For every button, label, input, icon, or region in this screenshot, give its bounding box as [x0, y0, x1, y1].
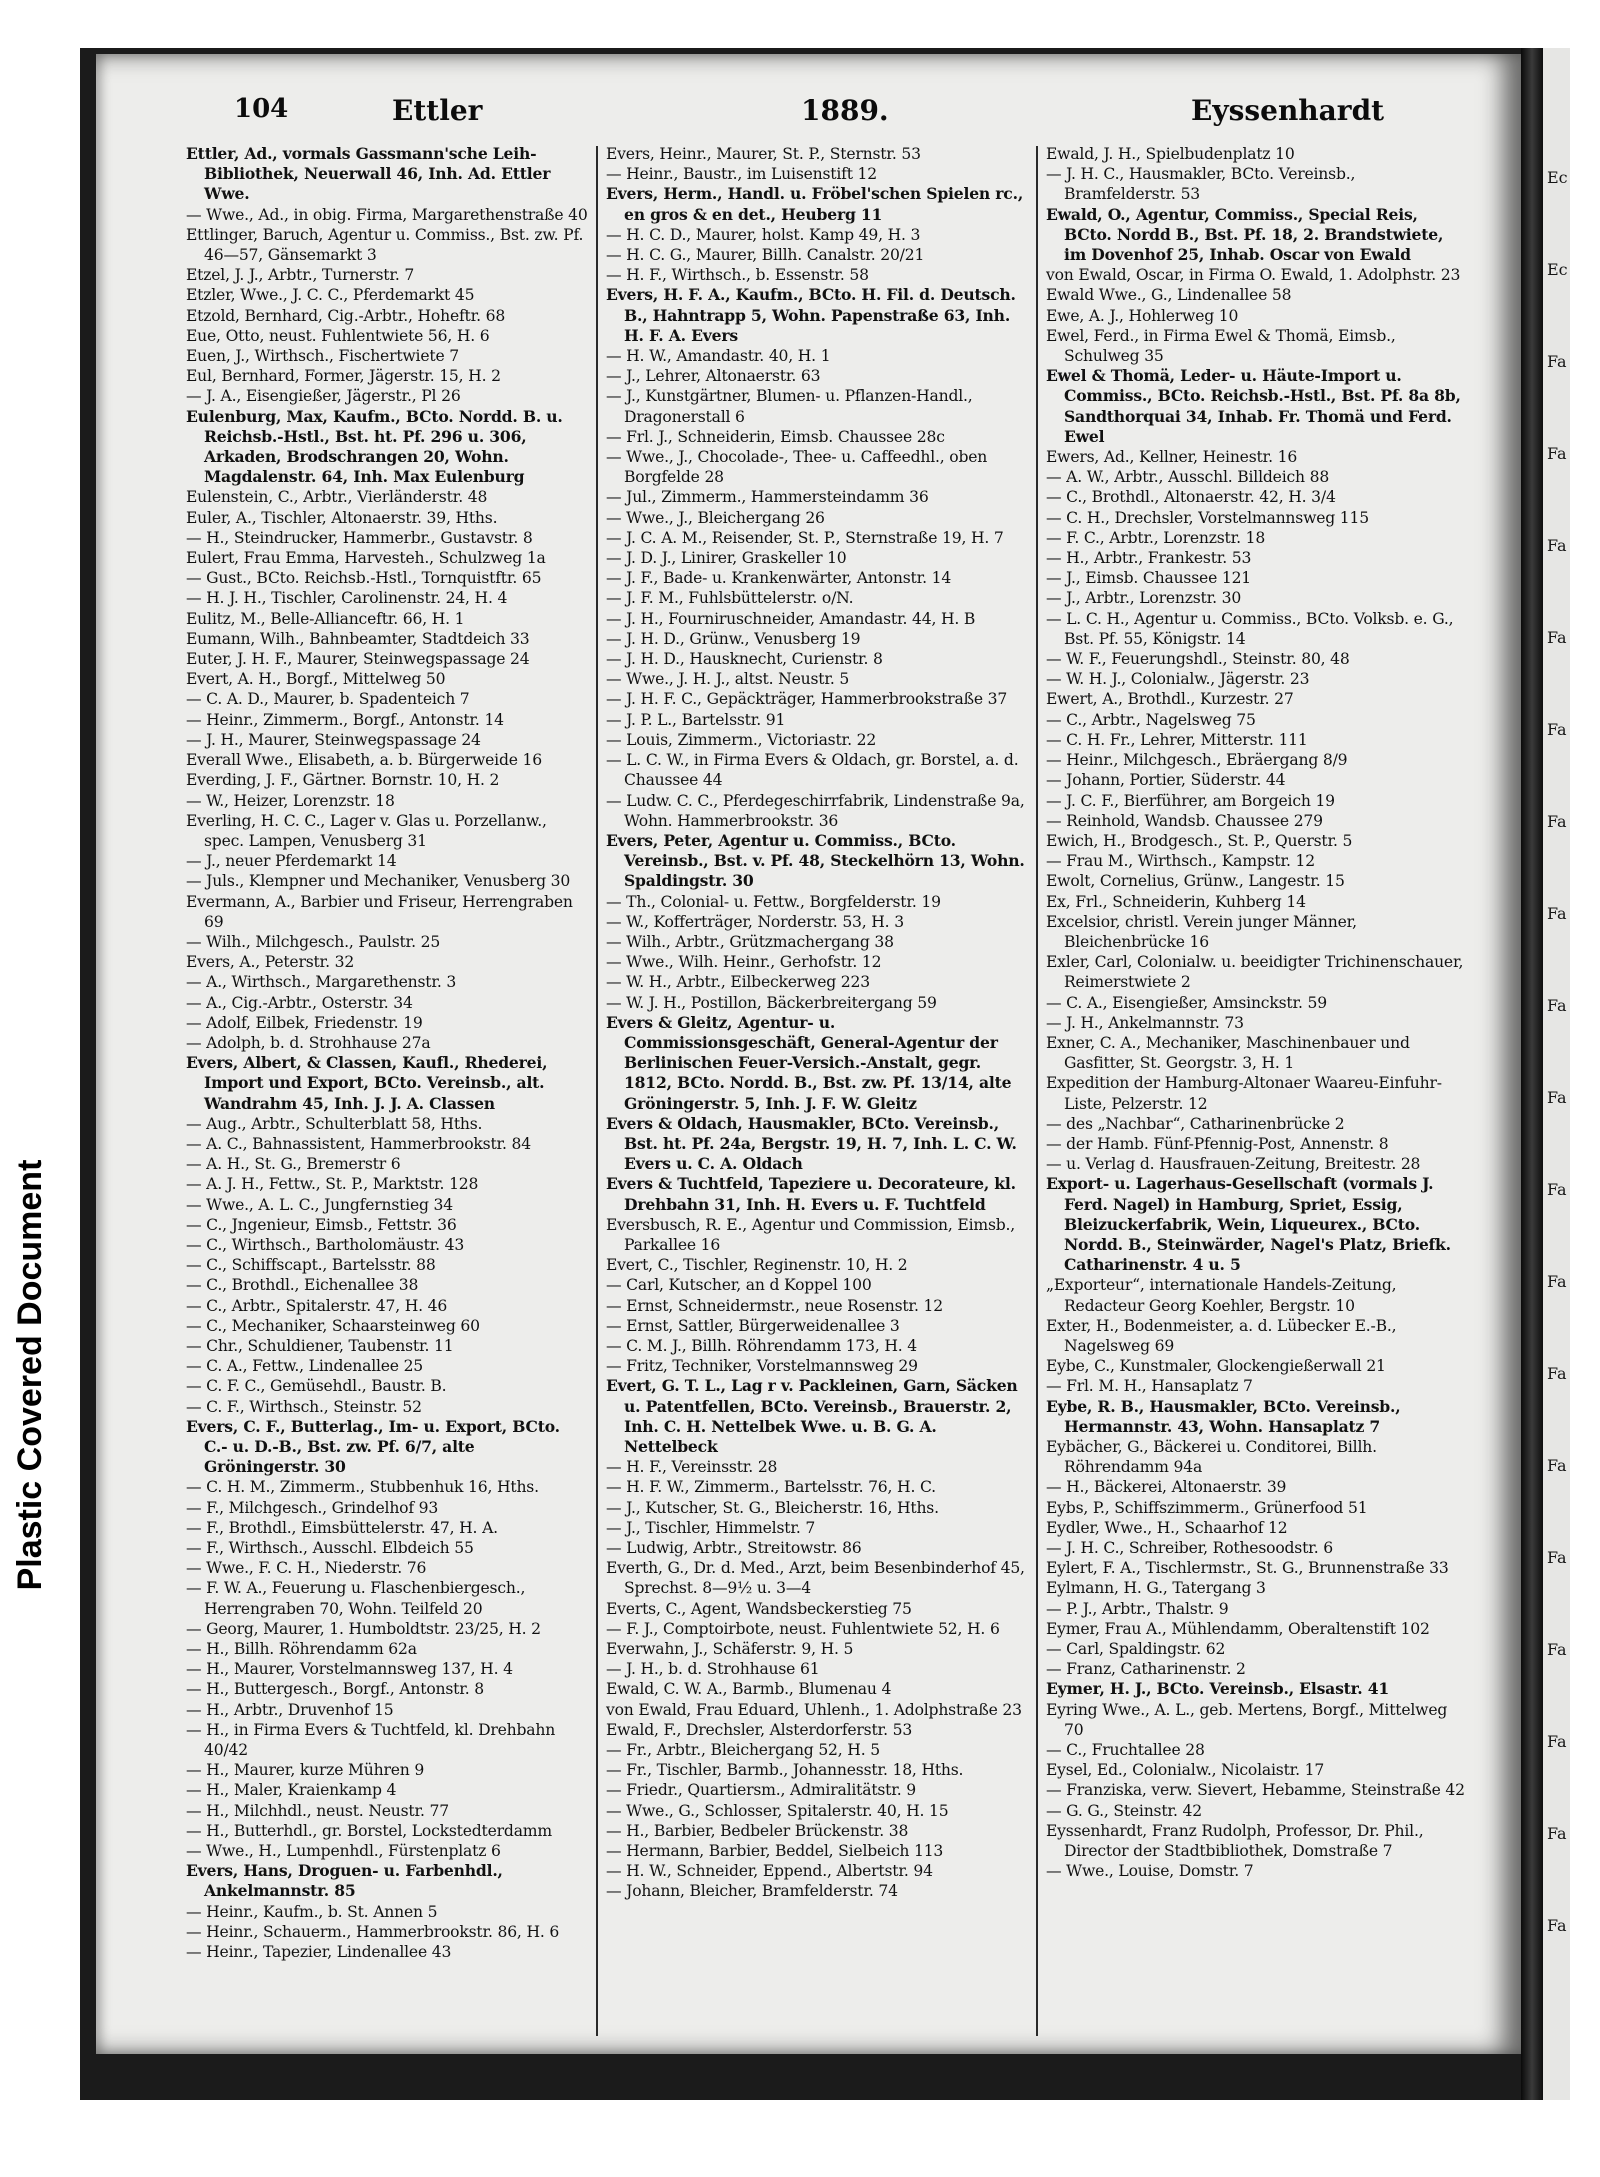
directory-entry: — Wwe., F. C. H., Niederstr. 76 [186, 1559, 427, 1578]
directory-entry: — H., in Firma Evers & Tuchtfeld, kl. Drehbahn 40/42 [186, 1720, 560, 1760]
directory-entry: Ewe, A. J., Hohlerweg 10 [1046, 306, 1239, 325]
directory-entry: Export- u. Lagerhaus-Gesellschaft (vormals J. Ferd. Nagel) in Hamburg, Spriet, Essig, Bleizuckerfabrik, Wein, Liqueurex., BCto. Nordd. B., Steinwärder, Nagel's Platz, Briefk. Catharinenstr. 4 u. 5 [1046, 1174, 1457, 1275]
directory-entry: — C., Mechaniker, Schaarsteinweg 60 [186, 1316, 480, 1335]
directory-entry: — J. C. A. M., Reisender, St. P., Sternstraße 19, H. 7 [606, 528, 1004, 547]
header-year: 1889. [801, 94, 889, 127]
directory-entry: — H., Arbtr., Druvenhof 15 [186, 1700, 394, 1719]
directory-entry: — J., Arbtr., Lorenzstr. 30 [1046, 589, 1242, 608]
directory-entry: — C. A. D., Maurer, b. Spadenteich 7 [186, 690, 470, 709]
scanned-page-photo [80, 48, 1570, 2100]
directory-entry: Etzold, Bernhard, Cig.-Arbtr., Hoheftr. 68 [186, 306, 506, 325]
directory-entry: Euler, A., Tischler, Altonaerstr. 39, Hths. [186, 508, 498, 527]
directory-entry: — H. C. D., Maurer, holst. Kamp 49, H. 3 [606, 225, 921, 244]
directory-entry: — F. C., Arbtr., Lorenzstr. 18 [1046, 528, 1266, 547]
directory-entry: — C. H. Fr., Lehrer, Mitterstr. 111 [1046, 730, 1308, 749]
directory-entry: — Reinhold, Wandsb. Chaussee 279 [1046, 811, 1323, 830]
directory-entry: Evers, Heinr., Maurer, St. P., Sternstr. 53 [606, 145, 921, 163]
directory-entry: — Heinr., Zimmerm., Borgf., Antonstr. 14 [186, 710, 504, 729]
directory-entry: — Ernst, Schneidermstr., neue Rosenstr. 12 [606, 1296, 943, 1315]
directory-entry: Eulert, Frau Emma, Harvesteh., Schulzweg 1a [186, 549, 546, 568]
directory-entry: — Chr., Schuldiener, Taubenstr. 11 [186, 1336, 454, 1355]
directory-entry: — Adolf, Eilbek, Friedenstr. 19 [186, 1013, 423, 1032]
header-right-keyword: Eyssenhardt [1191, 94, 1385, 127]
directory-entry: — Adolph, b. d. Strohhause 27a [186, 1033, 431, 1052]
directory-entry: von Ewald, Oscar, in Firma O. Ewald, 1. Adolphstr. 23 [1046, 266, 1461, 285]
column-divider [1036, 146, 1038, 2036]
directory-entry: Evert, G. T. L., Lag r v. Packleinen, Garn, Säcken u. Patentfellen, BCto. Vereinsb., Brauerstr. 2, Inh. C. H. Nettelbek Wwe. u. B. G. A. Nettelbeck [606, 1376, 1023, 1456]
directory-entry: — Heinr., Milchgesch., Ebräergang 8/9 [1046, 751, 1348, 770]
directory-entry: Everts, C., Agent, Wandsbeckerstieg 75 [606, 1599, 912, 1618]
directory-entry: — W. F., Feuerungshdl., Steinstr. 80, 48 [1046, 650, 1350, 669]
directory-entry: Exner, C. A., Mechaniker, Maschinenbauer und Gasfitter, St. Georgstr. 3, H. 1 [1046, 1033, 1415, 1073]
directory-entry: — J. F., Bade- u. Krankenwärter, Antonstr. 14 [606, 569, 952, 588]
directory-entry: Evers, Herm., Handl. u. Fröbel'schen Spielen rc., en gros & en det., Heuberg 11 [606, 184, 1029, 224]
header-left-keyword: Ettler [392, 94, 483, 127]
directory-entry: Ewald, F., Drechsler, Alsterdorferstr. 53 [606, 1720, 913, 1739]
directory-entry: — Hermann, Barbier, Beddel, Sielbeich 113 [606, 1842, 944, 1861]
next-page-fragment: Fa [1547, 812, 1567, 831]
directory-entry: — C. M. J., Billh. Röhrendamm 173, H. 4 [606, 1336, 918, 1355]
directory-entry: — L. C. H., Agentur u. Commiss., BCto. Volksb. e. G., Bst. Pf. 55, Königstr. 14 [1046, 609, 1459, 648]
directory-entry: Etzler, Wwe., J. C. C., Pferdemarkt 45 [186, 286, 475, 305]
directory-entry: — C. H. M., Zimmerm., Stubbenhuk 16, Hths. [186, 1478, 539, 1497]
directory-entry: Ewald, O., Agentur, Commiss., Special Reis, BCto. Nordd B., Bst. Pf. 18, 2. Brandstwiete, im Dovenhof 25, Inhab. Oscar von Ewald [1046, 204, 1449, 265]
directory-entry: — Frau M., Wirthsch., Kampstr. 12 [1046, 852, 1315, 871]
directory-entry: — W. H., Arbtr., Eilbeckerweg 223 [606, 973, 870, 992]
directory-entry: — C., Fruchtallee 28 [1046, 1741, 1205, 1760]
directory-entry: — Friedr., Quartiersm., Admiralitätstr. 9 [606, 1781, 917, 1800]
directory-entry: — F., Brothdl., Eimsbüttelerstr. 47, H. A. [186, 1518, 498, 1537]
directory-entry: — Aug., Arbtr., Schulterblatt 58, Hths. [186, 1114, 483, 1133]
directory-entry: Ex, Frl., Schneiderin, Kuhberg 14 [1046, 892, 1306, 911]
directory-entry: Eybe, R. B., Hausmakler, BCto. Vereinsb., Hermannstr. 43, Wohn. Hansaplatz 7 [1046, 1396, 1406, 1436]
directory-entry: Evers, C. F., Butterlag., Im- u. Export, BCto. C.- u. D.-B., Bst. zw. Pf. 6/7, alte Gröningerstr. 30 [186, 1416, 566, 1477]
directory-entry: — H., Billh. Röhrendamm 62a [186, 1640, 417, 1659]
directory-entry: — Johann, Portier, Süderstr. 44 [1046, 771, 1286, 790]
directory-entry: — A., Wirthsch., Margarethenstr. 3 [186, 973, 457, 992]
directory-entry: Evers & Gleitz, Agentur- u. Commissionsgeschäft, General-Agentur der Berlinischen Feuer-Versich.-Anstalt, gegr. 1812, BCto. Nordd. B., Bst. zw. Pf. 13/14, alte Gröningerstr. 5, Inh. J. F. W. Gleitz [606, 1012, 1017, 1113]
directory-column-1 [186, 144, 588, 1962]
next-page-fragment: Fa [1547, 628, 1567, 647]
directory-entry: Evers & Tuchtfeld, Tapeziere u. Decorateure, kl. Drehbahn 31, Inh. H. Evers u. F. Tuchtfeld [606, 1174, 1022, 1214]
directory-page [96, 54, 1521, 2054]
directory-entry: Everling, H. C. C., Lager v. Glas u. Porzellanw., spec. Lampen, Venusberg 31 [186, 811, 552, 850]
directory-entry: Eydler, Wwe., H., Schaarhof 12 [1046, 1518, 1288, 1537]
directory-entry: — J., neuer Pferdemarkt 14 [186, 852, 397, 871]
directory-entry: — H., Arbtr., Frankestr. 53 [1046, 549, 1252, 568]
directory-entry: — H., Bäckerei, Altonaerstr. 39 [1046, 1478, 1287, 1497]
directory-entry: — W. J. H., Postillon, Bäckerbreitergang 59 [606, 993, 937, 1012]
next-page-fragment: Fa [1547, 352, 1567, 371]
directory-entry: — Fritz, Techniker, Vorstelmannsweg 29 [606, 1357, 918, 1376]
directory-entry: Exter, H., Bodenmeister, a. d. Lübecker E.-B., Nagelsweg 69 [1046, 1316, 1402, 1355]
directory-entry: — J. H., Ankelmannstr. 73 [1046, 1013, 1244, 1032]
directory-entry: — Juls., Klempner und Mechaniker, Venusberg 30 [186, 872, 571, 891]
directory-entry: — H., Barbier, Bedbeler Brückenstr. 38 [606, 1821, 909, 1840]
directory-entry: Exler, Carl, Colonialw. u. beeidigter Trichinenschauer, Reimerstwiete 2 [1046, 953, 1469, 992]
next-page-fragment: Fa [1547, 1180, 1567, 1199]
directory-entry: — C., Brothdl., Altonaerstr. 42, H. 3/4 [1046, 488, 1336, 507]
directory-entry: — C., Brothdl., Eichenallee 38 [186, 1276, 419, 1295]
next-page-fragment: Fa [1547, 444, 1567, 463]
directory-entry: — J., Eimsb. Chaussee 121 [1046, 569, 1252, 588]
next-page-edge [1543, 48, 1570, 2100]
directory-entry: — J., Kunstgärtner, Blumen- u. Pflanzen-Handl., Dragonerstall 6 [606, 387, 978, 426]
directory-entry: — A., Cig.-Arbtr., Osterstr. 34 [186, 993, 413, 1012]
directory-entry: — C., Schiffscapt., Bartelsstr. 88 [186, 1256, 436, 1275]
directory-entry: Evers, A., Peterstr. 32 [186, 953, 355, 972]
directory-entry: — Fr., Arbtr., Bleichergang 52, H. 5 [606, 1741, 880, 1760]
directory-entry: — J. A., Eisengießer, Jägerstr., Pl 26 [186, 387, 461, 406]
directory-entry: — J. H. D., Hausknecht, Curienstr. 8 [606, 650, 883, 669]
directory-entry: Eyssenhardt, Franz Rudolph, Professor, Dr. Phil., Director der Stadtbibliothek, Domstraße 7 [1046, 1821, 1429, 1861]
directory-entry: — C. A., Eisengießer, Amsinckstr. 59 [1046, 993, 1327, 1012]
next-page-fragment: Fa [1547, 536, 1567, 555]
directory-entry: Ewald, C. W. A., Barmb., Blumenau 4 [606, 1680, 892, 1699]
directory-entry: — Wwe., G., Schlosser, Spitalerstr. 40, H. 15 [606, 1801, 949, 1820]
directory-entry: Everwahn, J., Schäferstr. 9, H. 5 [606, 1640, 854, 1659]
directory-entry: — Heinr., Baustr., im Luisenstift 12 [606, 165, 877, 184]
directory-entry: Eysel, Ed., Colonialw., Nicolaistr. 17 [1046, 1761, 1325, 1780]
directory-entry: — Wwe., J., Bleichergang 26 [606, 508, 825, 527]
directory-entry: Evert, A. H., Borgf., Mittelweg 50 [186, 670, 446, 689]
directory-entry: — F., Wirthsch., Ausschl. Elbdeich 55 [186, 1539, 474, 1558]
directory-entry: Eversbusch, R. E., Agentur und Commission, Eimsb., Parkallee 16 [606, 1215, 1020, 1254]
directory-entry: — J. C. F., Bierführer, am Borgeich 19 [1046, 791, 1335, 810]
directory-entry: — J., Lehrer, Altonaerstr. 63 [606, 367, 821, 386]
directory-entry: Eylmann, H. G., Tatergang 3 [1046, 1579, 1266, 1598]
directory-entry: — Georg, Maurer, 1. Humboldtstr. 23/25, H. 2 [186, 1619, 541, 1638]
directory-entry: — J. F. M., Fuhlsbüttelerstr. o/N. [606, 589, 854, 608]
directory-entry: Eybe, C., Kunstmaler, Glockengießerwall 21 [1046, 1357, 1386, 1376]
directory-entry: Evers, Peter, Agentur u. Commiss., BCto. Vereinsb., Bst. v. Pf. 48, Steckelhörn 13, Wohn. Spaldingstr. 30 [606, 830, 1030, 891]
directory-entry: Everall Wwe., Elisabeth, a. b. Bürgerweide 16 [186, 751, 542, 770]
directory-entry: — H., Buttergesch., Borgf., Antonstr. 8 [186, 1680, 485, 1699]
directory-entry: — F. W. A., Feuerung u. Flaschenbiergesch., Herrengraben 70, Wohn. Teilfeld 20 [186, 1579, 530, 1618]
directory-entry: — H., Butterhdl., gr. Borstel, Lockstedterdamm [186, 1821, 552, 1840]
directory-entry: — F. J., Comptoirbote, neust. Fuhlentwiete 52, H. 6 [606, 1619, 1000, 1638]
directory-entry: — H., Steindrucker, Hammerbr., Gustavstr. 8 [186, 528, 533, 547]
directory-entry: — Carl, Kutscher, an d Koppel 100 [606, 1276, 872, 1295]
directory-entry: — J. D. J., Linirer, Graskeller 10 [606, 549, 847, 568]
directory-entry: — Wwe., A. L. C., Jungfernstieg 34 [186, 1195, 453, 1214]
directory-entry: Eylert, F. A., Tischlermstr., St. G., Brunnenstraße 33 [1046, 1559, 1449, 1578]
directory-entry: — H. W., Schneider, Eppend., Albertstr. 94 [606, 1862, 933, 1881]
directory-entry: Ewich, H., Brodgesch., St. P., Querstr. 5 [1046, 831, 1353, 850]
directory-entry: Eue, Otto, neust. Fuhlentwiete 56, H. 6 [186, 326, 490, 345]
directory-entry: — H., Maurer, Vorstelmannsweg 137, H. 4 [186, 1660, 513, 1679]
directory-entry: Ewert, A., Brothdl., Kurzestr. 27 [1046, 690, 1294, 709]
directory-entry: — Th., Colonial- u. Fettw., Borgfelderstr. 19 [606, 892, 941, 911]
directory-entry: — J. H., Maurer, Steinwegspassage 24 [186, 730, 481, 749]
directory-entry: Evers, Albert, & Classen, Kaufl., Rhederei, Import und Export, BCto. Vereinsb., alt. Wandrahm 45, Inh. J. J. A. Classen [186, 1053, 553, 1113]
directory-entry: Eumann, Wilh., Bahnbeamter, Stadtdeich 33 [186, 629, 530, 648]
column-divider [596, 146, 598, 2036]
directory-entry: — J. H., Fourniruschneider, Amandastr. 44, H. B [606, 609, 976, 628]
directory-entry: Ewolt, Cornelius, Grünw., Langestr. 15 [1046, 872, 1345, 891]
directory-entry: Everth, G., Dr. d. Med., Arzt, beim Besenbinderhof 45, Sprechst. 8—9½ u. 3—4 [606, 1559, 1030, 1598]
directory-entry: — Louis, Zimmerm., Victoriastr. 22 [606, 730, 877, 749]
directory-entry: — C. A., Fettw., Lindenallee 25 [186, 1357, 424, 1376]
directory-entry: — J. H. C., Hausmakler, BCto. Vereinsb., Bramfelderstr. 53 [1046, 165, 1361, 204]
directory-entry: — H. C. G., Maurer, Billh. Canalstr. 20/21 [606, 246, 925, 265]
directory-entry: — H., Maurer, kurze Mühren 9 [186, 1761, 425, 1780]
directory-entry: Eybächer, G., Bäckerei u. Conditorei, Billh. Röhrendamm 94a [1046, 1438, 1382, 1477]
directory-entry: — Wwe., Ad., in obig. Firma, Margarethenstraße 40 [186, 205, 588, 224]
directory-entry: — C., Arbtr., Nagelsweg 75 [1046, 710, 1256, 729]
directory-entry: — Franziska, verw. Sievert, Hebamme, Steinstraße 42 [1046, 1781, 1465, 1800]
directory-entry: — der Hamb. Fünf-Pfennig-Post, Annenstr. 8 [1046, 1134, 1389, 1153]
directory-entry: — Ernst, Sattler, Bürgerweidenallee 3 [606, 1316, 900, 1335]
directory-entry: — F., Milchgesch., Grindelhof 93 [186, 1498, 439, 1517]
directory-entry: von Ewald, Frau Eduard, Uhlenh., 1. Adolphstraße 23 [606, 1700, 1022, 1719]
directory-entry: — Wilh., Milchgesch., Paulstr. 25 [186, 932, 441, 951]
directory-entry: — C. F. C., Gemüsehdl., Baustr. B. [186, 1377, 447, 1396]
directory-entry: Eulenburg, Max, Kaufm., BCto. Nordd. B. u. Reichsb.-Hstl., Bst. ht. Pf. 296 u. 306, Arkaden, Brodschrangen 20, Wohn. Magdalenstr. 64, Inh. Max Eulenburg [186, 406, 568, 487]
next-page-fragment: Fa [1547, 996, 1567, 1015]
directory-entry: — A. C., Bahnassistent, Hammerbrookstr. 84 [186, 1134, 532, 1153]
directory-entry: — Frl. J., Schneiderin, Eimsb. Chaussee 28c [606, 427, 945, 446]
directory-entry: — C., Wirthsch., Bartholomäustr. 43 [186, 1235, 465, 1254]
directory-entry: — des „Nachbar“, Catharinenbrücke 2 [1046, 1114, 1345, 1133]
directory-column-3 [1046, 144, 1469, 1881]
directory-entry: — C. H., Drechsler, Vorstelmannsweg 115 [1046, 508, 1369, 527]
directory-entry: — A. H., St. G., Bremerstr 6 [186, 1155, 401, 1174]
directory-entry: — J., Kutscher, St. G., Bleicherstr. 16, Hths. [606, 1498, 939, 1517]
directory-entry: — J. H. C., Schreiber, Rothesoodstr. 6 [1046, 1539, 1333, 1558]
directory-entry: Ewers, Ad., Kellner, Heinestr. 16 [1046, 448, 1298, 467]
directory-entry: Eulitz, M., Belle-Allianceftr. 66, H. 1 [186, 609, 465, 628]
directory-entry: Etzel, J. J., Arbtr., Turnerstr. 7 [186, 266, 415, 285]
directory-entry: — Gust., BCto. Reichsb.-Hstl., Tornquistftr. 65 [186, 569, 542, 588]
directory-entry: — C. F., Wirthsch., Steinstr. 52 [186, 1397, 422, 1416]
directory-entry: — Heinr., Tapezier, Lindenallee 43 [186, 1943, 452, 1962]
next-page-fragment: Fa [1547, 1732, 1567, 1751]
directory-entry: Expedition der Hamburg-Altonaer Waareu-Einfuhr-Liste, Pelzerstr. 12 [1046, 1074, 1442, 1113]
directory-entry: — A. W., Arbtr., Ausschl. Billdeich 88 [1046, 468, 1330, 487]
directory-entry: Ewel, Ferd., in Firma Ewel & Thomä, Eimsb., Schulweg 35 [1046, 326, 1401, 366]
directory-entry: — u. Verlag d. Hausfrauen-Zeitung, Breitestr. 28 [1046, 1155, 1421, 1174]
directory-entry: — J. P. L., Bartelsstr. 91 [606, 710, 786, 729]
directory-entry: — H. F. W., Zimmerm., Bartelsstr. 76, H. C. [606, 1478, 936, 1497]
directory-entry: Eyring Wwe., A. L., geb. Mertens, Borgf., Mittelweg 70 [1046, 1700, 1452, 1739]
directory-entry: Everding, J. F., Gärtner. Bornstr. 10, H. 2 [186, 771, 500, 790]
directory-entry: Ewel & Thomä, Leder- u. Häute-Import u. Commiss., BCto. Reichsb.-Hstl., Bst. Pf. 8a 8b, Sandthorquai 34, Inhab. Fr. Thomä und Ferd. Ewel [1046, 366, 1466, 446]
directory-entry: — G. G., Steinstr. 42 [1046, 1801, 1202, 1820]
directory-entry: Euen, J., Wirthsch., Fischertwiete 7 [186, 347, 459, 366]
directory-entry: — Heinr., Kaufm., b. St. Annen 5 [186, 1902, 438, 1921]
directory-entry: Eymer, H. J., BCto. Vereinsb., Elsastr. 41 [1046, 1679, 1389, 1699]
directory-entry: Ettler, Ad., vormals Gassmann'sche Leih-Bibliothek, Neuerwall 46, Inh. Ad. Ettler Wwe. [186, 144, 556, 204]
directory-entry: — J. H. F. C., Gepäckträger, Hammerbrookstraße 37 [606, 690, 1008, 709]
next-page-fragment: Fa [1547, 1364, 1567, 1383]
directory-entry: — Wwe., Louise, Domstr. 7 [1046, 1862, 1254, 1881]
directory-entry: Evert, C., Tischler, Reginenstr. 10, H. 2 [606, 1256, 908, 1275]
directory-entry: Evermann, A., Barbier und Friseur, Herrengraben 69 [186, 892, 578, 931]
directory-entry: — Ludwig, Arbtr., Streitowstr. 86 [606, 1539, 862, 1558]
directory-entry: — Wwe., Wilh. Heinr., Gerhofstr. 12 [606, 953, 882, 972]
directory-entry: — Frl. M. H., Hansaplatz 7 [1046, 1377, 1253, 1396]
directory-entry: — H. J. H., Tischler, Carolinenstr. 24, H. 4 [186, 589, 508, 608]
directory-entry: — H. F., Vereinsstr. 28 [606, 1458, 778, 1477]
directory-entry: — Wwe., J., Chocolade-, Thee- u. Caffeedhl., oben Borgfelde 28 [606, 448, 992, 487]
next-page-fragment: Ec [1547, 260, 1568, 279]
directory-entry: Euter, J. H. F., Maurer, Steinwegspassage 24 [186, 650, 530, 669]
directory-entry: Ewald, J. H., Spielbudenplatz 10 [1046, 145, 1295, 163]
directory-entry: — J. H. D., Grünw., Venusberg 19 [606, 629, 861, 648]
directory-entry: Eymer, Frau A., Mühlendamm, Oberaltenstift 102 [1046, 1619, 1430, 1638]
directory-entry: Evers & Oldach, Hausmakler, BCto. Vereinsb., Bst. ht. Pf. 24a, Bergstr. 19, H. 7, Inh. L. C. W. Evers u. C. A. Oldach [606, 1113, 1022, 1174]
directory-entry: — Wilh., Arbtr., Grützmachergang 38 [606, 932, 894, 951]
directory-entry: — H. F., Wirthsch., b. Essenstr. 58 [606, 266, 869, 285]
directory-entry: — Ludw. C. C., Pferdegeschirrfabrik, Lindenstraße 9a, Wohn. Hammerbrookstr. 36 [606, 791, 1030, 830]
directory-entry: — A. J. H., Fettw., St. P., Marktstr. 128 [186, 1175, 479, 1194]
directory-entry: Ewald Wwe., G., Lindenallee 58 [1046, 286, 1292, 305]
next-page-fragment: Fa [1547, 1640, 1567, 1659]
directory-entry: — Franz, Catharinenstr. 2 [1046, 1660, 1246, 1679]
next-page-fragment: Fa [1547, 904, 1567, 923]
next-page-fragment: Ec [1547, 168, 1568, 187]
directory-entry: Ettlinger, Baruch, Agentur u. Commiss., Bst. zw. Pf. 46—57, Gänsemarkt 3 [186, 225, 588, 265]
directory-entry: — J. H., b. d. Strohhause 61 [606, 1660, 820, 1679]
directory-entry: Evers, Hans, Droguen- u. Farbenhdl., Ankelmannstr. 85 [186, 1861, 509, 1901]
directory-entry: — Wwe., H., Lumpenhdl., Fürstenplatz 6 [186, 1842, 501, 1861]
directory-entry: — W. H. J., Colonialw., Jägerstr. 23 [1046, 670, 1310, 689]
directory-entry: Eul, Bernhard, Former, Jägerstr. 15, H. 2 [186, 367, 501, 386]
side-label: Plastic Covered Document [11, 1159, 49, 1591]
directory-entry: — H., Maler, Kraienkamp 4 [186, 1781, 397, 1800]
book-binding-gutter [1521, 48, 1543, 2100]
directory-entry: — J., Tischler, Himmelstr. 7 [606, 1518, 816, 1537]
directory-entry: — Jul., Zimmerm., Hammersteindamm 36 [606, 488, 929, 507]
directory-entry: — C., Jngenieur, Eimsb., Fettstr. 36 [186, 1215, 457, 1234]
directory-entry: — H., Milchhdl., neust. Neustr. 77 [186, 1801, 449, 1820]
next-page-fragment: Fa [1547, 1088, 1567, 1107]
directory-entry: — Fr., Tischler, Barmb., Johannesstr. 18, Hths. [606, 1761, 964, 1780]
next-page-fragment: Fa [1547, 1824, 1567, 1843]
directory-entry: Eulenstein, C., Arbtr., Vierländerstr. 48 [186, 488, 488, 507]
directory-entry: — W., Heizer, Lorenzstr. 18 [186, 791, 395, 810]
directory-entry: — H. W., Amandastr. 40, H. 1 [606, 347, 831, 366]
directory-entry: — Johann, Bleicher, Bramfelderstr. 74 [606, 1882, 898, 1901]
directory-entry: — W., Kofferträger, Norderstr. 53, H. 3 [606, 912, 904, 931]
directory-column-2 [606, 144, 1028, 1902]
next-page-fragment: Fa [1547, 1456, 1567, 1475]
next-page-fragment: Fa [1547, 1548, 1567, 1567]
directory-entry: Eybs, P., Schiffszimmerm., Grünerfood 51 [1046, 1498, 1368, 1517]
directory-entry: — L. C. W., in Firma Evers & Oldach, gr. Borstel, a. d. Chaussee 44 [606, 751, 1024, 790]
directory-entry: Evers, H. F. A., Kaufm., BCto. H. Fil. d. Deutsch. B., Hahntrapp 5, Wohn. Papenstraße 63, Inh. H. F. A. Evers [606, 285, 1022, 345]
page-number: 104 [234, 94, 289, 124]
directory-entry: — Carl, Spaldingstr. 62 [1046, 1640, 1226, 1659]
directory-entry: — P. J., Arbtr., Thalstr. 9 [1046, 1599, 1229, 1618]
directory-entry: — C., Arbtr., Spitalerstr. 47, H. 46 [186, 1296, 448, 1315]
directory-entry: — Wwe., J. H. J., altst. Neustr. 5 [606, 670, 850, 689]
next-page-fragment: Fa [1547, 720, 1567, 739]
next-page-fragment: Fa [1547, 1916, 1567, 1935]
directory-entry: Excelsior, christl. Verein junger Männer, Bleichenbrücke 16 [1046, 912, 1362, 951]
next-page-fragment: Fa [1547, 1272, 1567, 1291]
directory-entry: „Exporteur“, internationale Handels-Zeitung, Redacteur Georg Koehler, Bergstr. 10 [1046, 1276, 1402, 1315]
directory-entry: — Heinr., Schauerm., Hammerbrookstr. 86, H. 6 [186, 1922, 560, 1941]
